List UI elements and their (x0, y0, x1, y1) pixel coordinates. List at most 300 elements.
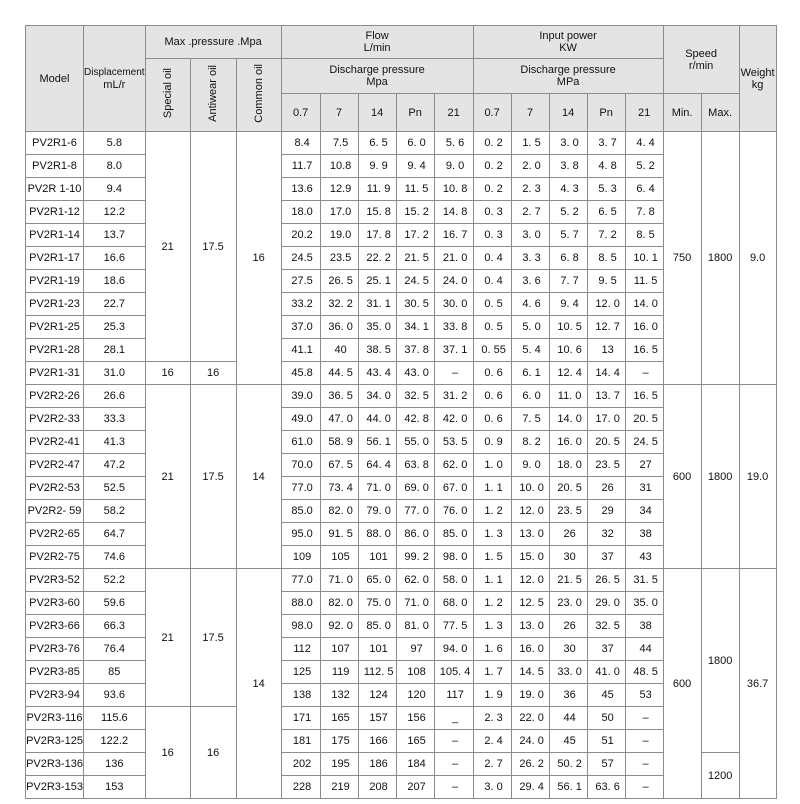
flow-cell: 49.0 (281, 408, 320, 431)
flow-cell: 61.0 (281, 431, 320, 454)
flow-cell: 62. 0 (396, 569, 434, 592)
displacement-cell: 59.6 (84, 592, 146, 615)
power-cell: 8. 5 (625, 224, 663, 247)
displacement-cell: 85 (84, 661, 146, 684)
g2-antiwear: 17.5 (190, 385, 236, 569)
flow-cell: 175 (320, 730, 358, 753)
power-cell: 14. 0 (549, 408, 587, 431)
power-cell: 44 (625, 638, 663, 661)
header-displacement (84, 26, 146, 132)
power-cell: – (625, 707, 663, 730)
table-row (26, 569, 777, 592)
flow-cell: 24. 5 (396, 270, 434, 293)
power-cell: 14. 5 (511, 661, 549, 684)
g3-speed-min: 600 (663, 569, 701, 799)
power-cell: 0. 5 (473, 316, 511, 339)
flow-cell: 69. 0 (396, 477, 434, 500)
flow-cell: 63. 8 (396, 454, 434, 477)
flow-cell: 56. 1 (358, 431, 396, 454)
displacement-cell: 93.6 (84, 684, 146, 707)
power-cell: 4. 6 (511, 293, 549, 316)
power-cell: 45 (587, 684, 625, 707)
flow-cell: 109 (281, 546, 320, 569)
flow-cell: 64. 4 (358, 454, 396, 477)
displacement-cell: 16.6 (84, 247, 146, 270)
power-cell: 4. 8 (587, 155, 625, 178)
header-max-pressure: Max .pressure .Mpa (145, 26, 281, 59)
power-cell: 6. 8 (549, 247, 587, 270)
g2-speed-min: 600 (663, 385, 701, 569)
power-cell: 20. 5 (587, 431, 625, 454)
flow-cell: 94. 0 (434, 638, 473, 661)
flow-cell: 82. 0 (320, 500, 358, 523)
power-cell: 7. 5 (511, 408, 549, 431)
model-cell: PV2R1-17 (26, 247, 84, 270)
flow-cell: 67. 5 (320, 454, 358, 477)
flow-cell: 184 (396, 753, 434, 776)
flow-cell: 22. 2 (358, 247, 396, 270)
power-cell: 56. 1 (549, 776, 587, 799)
flow-cell: 43. 0 (396, 362, 434, 385)
displacement-cell: 41.3 (84, 431, 146, 454)
flow-cell: 181 (281, 730, 320, 753)
power-cell: 11. 5 (625, 270, 663, 293)
g3-special: 21 (145, 569, 190, 707)
header-displacement-unit: mL/r (103, 78, 126, 91)
g2-special: 21 (145, 385, 190, 569)
flow-cell: 37.0 (281, 316, 320, 339)
power-cell: 43 (625, 546, 663, 569)
power-cell: 13. 7 (587, 385, 625, 408)
displacement-cell: 31.0 (84, 362, 146, 385)
model-cell: PV2R2-33 (26, 408, 84, 431)
flow-cell: 21. 5 (396, 247, 434, 270)
g3-last-antiwear: 16 (190, 707, 236, 799)
power-cell: 33. 0 (549, 661, 587, 684)
model-cell: PV2R2- 59 (26, 500, 84, 523)
model-cell: PV2R3-125 (26, 730, 84, 753)
flow-cell: 23.5 (320, 247, 358, 270)
displacement-cell: 26.6 (84, 385, 146, 408)
power-cell: 20. 5 (625, 408, 663, 431)
flow-cell: 43. 4 (358, 362, 396, 385)
flow-cell: 39.0 (281, 385, 320, 408)
power-cell: 45 (549, 730, 587, 753)
flow-cell: 33.2 (281, 293, 320, 316)
flow-cell: – (434, 730, 473, 753)
displacement-cell: 136 (84, 753, 146, 776)
power-cell: 26 (549, 523, 587, 546)
power-cell: 1. 7 (473, 661, 511, 684)
displacement-cell: 115.6 (84, 707, 146, 730)
model-cell: PV2R3-153 (26, 776, 84, 799)
flow-cell: 9. 9 (358, 155, 396, 178)
flow-cell: 82. 0 (320, 592, 358, 615)
g2-weight: 19.0 (739, 385, 776, 569)
power-cell: 12. 5 (511, 592, 549, 615)
power-cell: 7. 7 (549, 270, 587, 293)
flow-cell: 33. 8 (434, 316, 473, 339)
power-cell: 17. 0 (587, 408, 625, 431)
power-cell: 5. 3 (587, 178, 625, 201)
flow-cell: 67. 0 (434, 477, 473, 500)
flow-cell: 97 (396, 638, 434, 661)
power-col-2: 14 (549, 94, 587, 132)
flow-cell: 86. 0 (396, 523, 434, 546)
power-cell: 12. 4 (549, 362, 587, 385)
power-cell: 1. 2 (473, 500, 511, 523)
power-cell: 41. 0 (587, 661, 625, 684)
header-flow-discharge (281, 59, 473, 94)
power-cell: 16. 5 (625, 339, 663, 362)
power-cell: 19. 0 (511, 684, 549, 707)
model-cell: PV2R2-65 (26, 523, 84, 546)
model-cell: PV2R2-26 (26, 385, 84, 408)
flow-cell: 70.0 (281, 454, 320, 477)
power-cell: 0. 4 (473, 270, 511, 293)
power-cell: 9. 5 (587, 270, 625, 293)
header-power (473, 26, 663, 59)
table-row (26, 385, 777, 408)
flow-cell: 15. 8 (358, 201, 396, 224)
g3-speed-max: 1800 (701, 569, 739, 753)
model-cell: PV2R1-12 (26, 201, 84, 224)
flow-cell: 132 (320, 684, 358, 707)
model-cell: PV2R3-85 (26, 661, 84, 684)
power-cell: 13. 0 (511, 523, 549, 546)
flow-cell: 105 (320, 546, 358, 569)
power-cell: 10. 1 (625, 247, 663, 270)
model-cell: PV2R2-75 (26, 546, 84, 569)
power-cell: 16. 0 (511, 638, 549, 661)
flow-cell: 88. 0 (358, 523, 396, 546)
g1-last-special: 16 (145, 362, 190, 385)
flow-cell: 12.9 (320, 178, 358, 201)
flow-cell: 58. 0 (434, 569, 473, 592)
power-cell: 0. 55 (473, 339, 511, 362)
power-cell: 1. 9 (473, 684, 511, 707)
flow-cell: 44. 0 (358, 408, 396, 431)
flow-cell: 165 (396, 730, 434, 753)
power-cell: 23. 0 (549, 592, 587, 615)
flow-cell: 30. 5 (396, 293, 434, 316)
flow-cell: 9. 0 (434, 155, 473, 178)
flow-cell: 101 (358, 546, 396, 569)
displacement-cell: 18.6 (84, 270, 146, 293)
flow-cell: 37. 8 (396, 339, 434, 362)
header-flow-label: Flow (365, 30, 389, 42)
flow-cell: 77.0 (281, 477, 320, 500)
header-weight-label: Weight (740, 66, 775, 79)
model-cell: PV2R2-47 (26, 454, 84, 477)
flow-cell: 47. 0 (320, 408, 358, 431)
power-cell: 21. 5 (549, 569, 587, 592)
power-cell: 0. 3 (473, 224, 511, 247)
flow-cell: 11.7 (281, 155, 320, 178)
power-cell: 0. 6 (473, 385, 511, 408)
power-cell: 16. 5 (625, 385, 663, 408)
flow-cell: 208 (358, 776, 396, 799)
power-cell: 31. 5 (625, 569, 663, 592)
flow-cell: 17. 8 (358, 224, 396, 247)
header-flow-discharge-unit: Mpa (366, 76, 388, 88)
power-cell: 9. 0 (511, 454, 549, 477)
flow-cell: – (434, 753, 473, 776)
flow-cell: 10.8 (320, 155, 358, 178)
flow-cell: 112. 5 (358, 661, 396, 684)
power-cell: 3. 3 (511, 247, 549, 270)
flow-cell: 58. 9 (320, 431, 358, 454)
flow-cell: 228 (281, 776, 320, 799)
flow-cell: 186 (358, 753, 396, 776)
flow-cell: 14. 8 (434, 201, 473, 224)
flow-cell: 13.6 (281, 178, 320, 201)
power-cell: 2. 3 (511, 178, 549, 201)
power-cell: 6. 4 (625, 178, 663, 201)
power-cell: – (625, 776, 663, 799)
power-cell: 29 (587, 500, 625, 523)
model-cell: PV2R1-8 (26, 155, 84, 178)
flow-cell: 35. 0 (358, 316, 396, 339)
power-cell: 0. 2 (473, 132, 511, 155)
power-cell: 5. 2 (625, 155, 663, 178)
displacement-cell: 76.4 (84, 638, 146, 661)
power-cell: 11. 0 (549, 385, 587, 408)
power-cell: 2. 4 (473, 730, 511, 753)
flow-cell: 42. 0 (434, 408, 473, 431)
displacement-cell: 58.2 (84, 500, 146, 523)
flow-cell: 20.2 (281, 224, 320, 247)
flow-col-0: 0.7 (281, 94, 320, 132)
power-cell: 34 (625, 500, 663, 523)
header-common-oil (236, 59, 281, 132)
power-cell: 1. 1 (473, 477, 511, 500)
header-special-oil (145, 59, 190, 132)
flow-cell: 76. 0 (434, 500, 473, 523)
model-cell: PV2R3-94 (26, 684, 84, 707)
header-weight (739, 26, 776, 132)
model-cell: PV2R 1-10 (26, 178, 84, 201)
power-cell: 23. 5 (549, 500, 587, 523)
power-cell: 8. 5 (587, 247, 625, 270)
power-cell: 6. 5 (587, 201, 625, 224)
flow-cell: 40 (320, 339, 358, 362)
power-cell: 12. 0 (511, 569, 549, 592)
power-cell: 3. 8 (549, 155, 587, 178)
g1-speed-min: 750 (663, 132, 701, 385)
flow-cell: – (434, 362, 473, 385)
g1-common: 16 (236, 132, 281, 385)
power-cell: 38 (625, 615, 663, 638)
power-cell: 26. 2 (511, 753, 549, 776)
power-cell: 18. 0 (549, 454, 587, 477)
power-cell: 26 (549, 615, 587, 638)
power-cell: 20. 5 (549, 477, 587, 500)
flow-cell: 88.0 (281, 592, 320, 615)
power-cell: 2. 3 (473, 707, 511, 730)
flow-cell: 117 (434, 684, 473, 707)
power-cell: 24. 0 (511, 730, 549, 753)
flow-cell: 24.5 (281, 247, 320, 270)
flow-cell: 92. 0 (320, 615, 358, 638)
power-cell: 1. 3 (473, 615, 511, 638)
power-cell: 1. 0 (473, 454, 511, 477)
power-cell: 16. 0 (625, 316, 663, 339)
flow-cell: 30. 0 (434, 293, 473, 316)
flow-cell: 101 (358, 638, 396, 661)
model-cell: PV2R1-19 (26, 270, 84, 293)
model-cell: PV2R1-25 (26, 316, 84, 339)
power-cell: 2. 0 (511, 155, 549, 178)
header-power-unit: KW (559, 42, 577, 54)
flow-cell: 41.1 (281, 339, 320, 362)
g1-antiwear: 17.5 (190, 132, 236, 362)
flow-cell: 34. 0 (358, 385, 396, 408)
power-cell: 12. 0 (587, 293, 625, 316)
displacement-cell: 33.3 (84, 408, 146, 431)
power-cell: 0. 4 (473, 247, 511, 270)
flow-cell: 38. 5 (358, 339, 396, 362)
flow-cell: 85. 0 (358, 615, 396, 638)
displacement-cell: 66.3 (84, 615, 146, 638)
g3-antiwear: 17.5 (190, 569, 236, 707)
power-cell: 1. 1 (473, 569, 511, 592)
displacement-cell: 22.7 (84, 293, 146, 316)
flow-cell: 124 (358, 684, 396, 707)
header-displacement-label: Displacement (84, 66, 145, 78)
power-cell: 27 (625, 454, 663, 477)
header-power-discharge (473, 59, 663, 94)
flow-col-3: Pn (396, 94, 434, 132)
power-cell: 5. 2 (549, 201, 587, 224)
g1-last-antiwear: 16 (190, 362, 236, 385)
power-cell: – (625, 362, 663, 385)
flow-col-1: 7 (320, 94, 358, 132)
flow-cell: 156 (396, 707, 434, 730)
power-col-4: 21 (625, 94, 663, 132)
displacement-cell: 52.5 (84, 477, 146, 500)
power-cell: 5. 7 (549, 224, 587, 247)
power-cell: 3. 7 (587, 132, 625, 155)
flow-cell: _ (434, 707, 473, 730)
model-cell: PV2R1-6 (26, 132, 84, 155)
model-cell: PV2R3-136 (26, 753, 84, 776)
model-cell: PV2R2-41 (26, 431, 84, 454)
flow-cell: 95.0 (281, 523, 320, 546)
power-cell: 1. 5 (511, 132, 549, 155)
flow-cell: 55. 0 (396, 431, 434, 454)
displacement-cell: 52.2 (84, 569, 146, 592)
spec-table-wrapper (25, 25, 777, 799)
flow-cell: 171 (281, 707, 320, 730)
flow-cell: – (434, 776, 473, 799)
power-cell: 5. 4 (511, 339, 549, 362)
flow-cell: 79. 0 (358, 500, 396, 523)
power-cell: 6. 1 (511, 362, 549, 385)
g3-common: 14 (236, 569, 281, 799)
flow-cell: 98. 0 (434, 546, 473, 569)
flow-cell: 15. 2 (396, 201, 434, 224)
flow-cell: 219 (320, 776, 358, 799)
displacement-cell: 64.7 (84, 523, 146, 546)
displacement-cell: 25.3 (84, 316, 146, 339)
flow-cell: 34. 1 (396, 316, 434, 339)
flow-cell: 42. 8 (396, 408, 434, 431)
displacement-cell: 47.2 (84, 454, 146, 477)
flow-cell: 16. 7 (434, 224, 473, 247)
power-cell: 50 (587, 707, 625, 730)
power-cell: 1. 3 (473, 523, 511, 546)
power-cell: 0. 2 (473, 178, 511, 201)
power-cell: 7. 8 (625, 201, 663, 224)
g2-speed-max: 1800 (701, 385, 739, 569)
flow-cell: 11. 9 (358, 178, 396, 201)
power-cell: 30 (549, 546, 587, 569)
flow-cell: 6. 0 (396, 132, 434, 155)
power-cell: 36 (549, 684, 587, 707)
power-cell: 23. 5 (587, 454, 625, 477)
power-cell: 38 (625, 523, 663, 546)
flow-cell: 9. 4 (396, 155, 434, 178)
header-flow-unit: L/min (363, 42, 391, 54)
flow-cell: 21. 0 (434, 247, 473, 270)
flow-cell: 19.0 (320, 224, 358, 247)
flow-cell: 17. 2 (396, 224, 434, 247)
power-cell: 0. 6 (473, 362, 511, 385)
power-cell: 22. 0 (511, 707, 549, 730)
power-cell: 26. 5 (587, 569, 625, 592)
power-cell: 35. 0 (625, 592, 663, 615)
flow-cell: 26. 5 (320, 270, 358, 293)
header-antiwear-oil-label: Antiwear oil (207, 65, 220, 122)
power-cell: 0. 6 (473, 408, 511, 431)
g3-last-special: 16 (145, 707, 190, 799)
table-body (26, 132, 777, 799)
table-header (26, 26, 777, 132)
flow-cell: 77.0 (281, 569, 320, 592)
flow-cell: 73. 4 (320, 477, 358, 500)
flow-cell: 53. 5 (434, 431, 473, 454)
flow-cell: 107 (320, 638, 358, 661)
flow-cell: 98.0 (281, 615, 320, 638)
header-power-discharge-label: Discharge pressure (520, 64, 616, 76)
power-cell: 10. 5 (549, 316, 587, 339)
power-cell: 9. 4 (549, 293, 587, 316)
power-cell: 0. 2 (473, 155, 511, 178)
power-cell: 29. 4 (511, 776, 549, 799)
g2-common: 14 (236, 385, 281, 569)
flow-cell: 5. 6 (434, 132, 473, 155)
flow-cell: 125 (281, 661, 320, 684)
flow-cell: 165 (320, 707, 358, 730)
flow-cell: 31. 2 (434, 385, 473, 408)
header-power-discharge-unit: MPa (556, 76, 580, 88)
power-col-1: 7 (511, 94, 549, 132)
flow-cell: 37. 1 (434, 339, 473, 362)
header-speed-min: Min. (663, 94, 701, 132)
flow-cell: 8.4 (281, 132, 320, 155)
header-flow (281, 26, 473, 59)
header-speed (663, 26, 739, 94)
flow-cell: 108 (396, 661, 434, 684)
model-cell: PV2R1-23 (26, 293, 84, 316)
model-cell: PV2R2-53 (26, 477, 84, 500)
power-cell: 0. 3 (473, 201, 511, 224)
flow-col-4: 21 (434, 94, 473, 132)
power-cell: 37 (587, 546, 625, 569)
flow-cell: 44. 5 (320, 362, 358, 385)
flow-cell: 138 (281, 684, 320, 707)
